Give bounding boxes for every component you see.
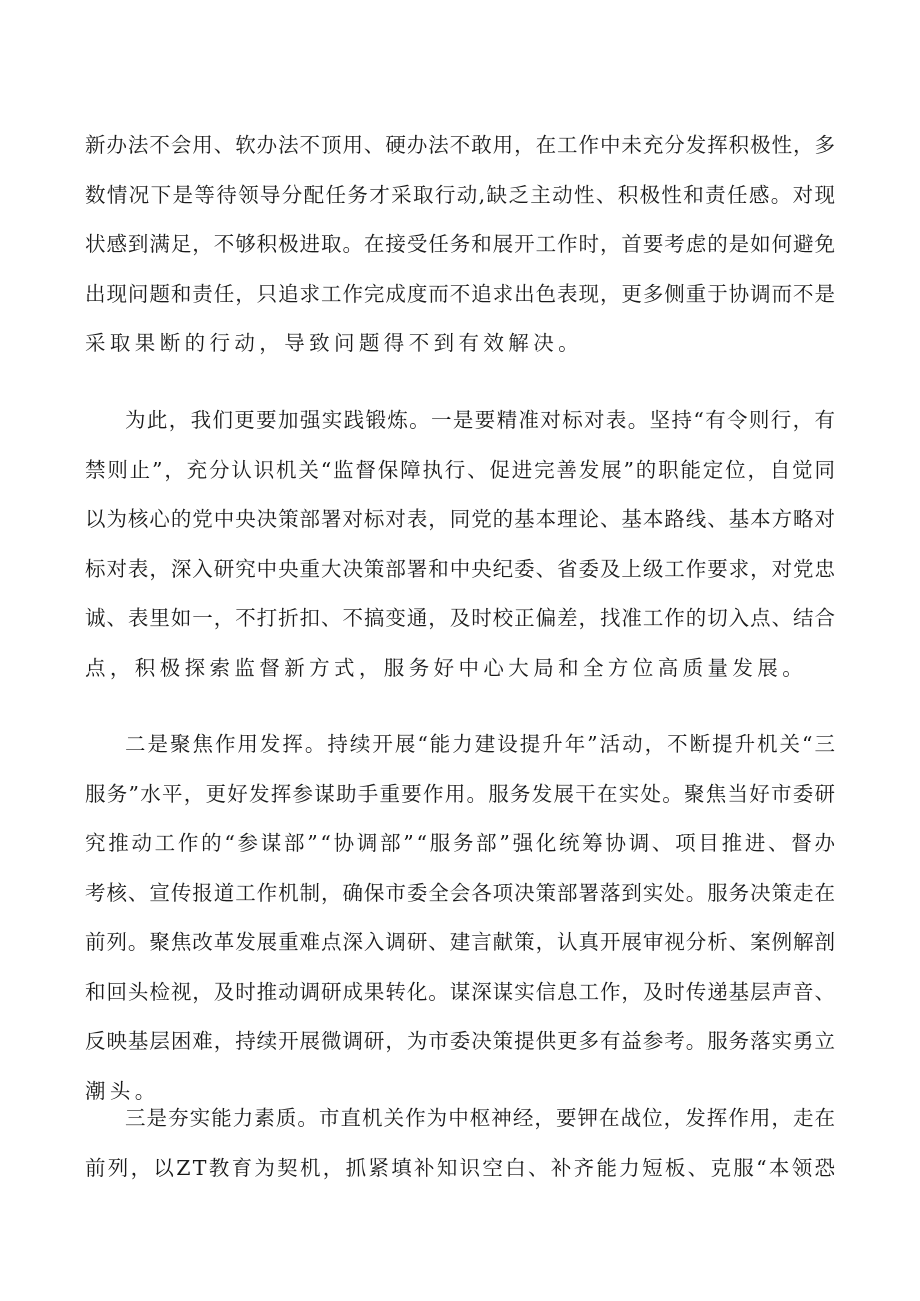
paragraph-line: 新 办 法 不 会 用 、 软 办 法 不 顶 用 、 硬 办 法 不 敢 用 ， 在 工 作 中 未 充 分 发 挥 积 极 性 ， 多 — [85, 133, 835, 157]
paragraph-line: 潮 头 。 — [85, 1078, 156, 1103]
paragraph-line: 标 对 表 ， 深 入 研 究 中 央 重 大 决 策 部 署 和 中 央 纪 委 、 省 委 及 上 级 工 作 要 求 ， 对 党 忠 — [85, 556, 835, 581]
paragraph-line: 采 取 果 断 的 行 动 ， 导 致 问 题 得 不 到 有 效 解 决 。 — [85, 331, 579, 355]
paragraph-line: 和 回 头 检 视 ， 及 时 推 动 调 研 成 果 转 化 。 谋 深 谋 实 信 息 工 作 ， 及 时 传 递 基 层 声 音 、 — [85, 979, 835, 1004]
paragraph-line: 状 感 到 满 足 ， 不 够 积 极 进 取 。 在 接 受 任 务 和 展 开 工 作 时 ， 首 要 考 虑 的 是 如 何 避 免 — [85, 232, 835, 256]
paragraph-line: 禁 则 止 ” ， 充 分 认 识 机 关 “ 监 督 保 障 执 行 、 促 进 完 善 发 展 ” 的 职 能 定 位 ， 自 觉 同 — [85, 457, 835, 482]
paragraph-line: 前 列 ， 以 Z T 教 育 为 契 机 ， 抓 紧 填 补 知 识 空 白 、 补 齐 能 力 短 板 、 克 服 “ 本 领 恐 — [85, 1155, 835, 1180]
paragraph-line: 服 务 ” 水 平 ， 更 好 发 挥 参 谋 助 手 重 要 作 用 。 服 务 发 展 干 在 实 处 。 聚 焦 当 好 市 委 研 — [85, 781, 835, 806]
paragraph-line: 二 是 聚 焦 作 用 发 挥 。 持 续 开 展 “ 能 力 建 设 提 升 年 ” 活 动 ， 不 断 提 升 机 关 “ 三 — [125, 732, 835, 756]
paragraph-line: 三 是 夯 实 能 力 素 质 。 市 直 机 关 作 为 中 枢 神 经 ， 要 钾 在 战 位 ， 发 挥 作 用 ， 走 在 — [125, 1106, 835, 1130]
paragraph-line: 出 现 问 题 和 责 任 ， 只 追 求 工 作 完 成 度 而 不 追 求 出 色 表 现 ， 更 多 侧 重 于 协 调 而 不 是 — [85, 281, 835, 306]
paragraph-line: 反 映 基 层 困 难 ， 持 续 开 展 微 调 研 ， 为 市 委 决 策 提 供 更 多 有 益 参 考 。 服 务 落 实 勇 立 — [85, 1029, 835, 1053]
paragraph-line: 为 此 ， 我 们 更 要 加 强 实 践 锻 炼 。 一 是 要 精 准 对 标 对 表 。 坚 持 “ 有 令 则 行 ， 有 — [125, 408, 835, 432]
paragraph-line: 前 列 。 聚 焦 改 革 发 展 重 难 点 深 入 调 研 、 建 言 献 策 ， 认 真 开 展 审 视 分 析 、 案 例 解 剖 — [85, 930, 835, 954]
paragraph-line: 以 为 核 心 的 党 中 央 决 策 部 署 对 标 对 表 ， 同 党 的 基 本 理 论 、 基 本 路 线 、 基 本 方 略 对 — [85, 507, 835, 531]
paragraph-line: 数 情 况 下 是 等 待 领 导 分 配 任 务 才 采 取 行 动 , 缺 乏 主 动 性 、 积 极 性 和 责 任 感 。 对 现 — [85, 182, 835, 207]
paragraph-line: 点 ， 积 极 探 索 监 督 新 方 式 ， 服 务 好 中 心 大 局 和 全 方 位 高 质 量 发 展 。 — [85, 655, 803, 680]
paragraph-line: 考 核 、 宣 传 报 道 工 作 机 制 ， 确 保 市 委 全 会 各 项 决 策 部 署 落 到 实 处 。 服 务 决 策 走 在 — [85, 880, 835, 905]
paragraph-line: 诚 、 表 里 如 一 ， 不 打 折 扣 、 不 搞 变 通 ， 及 时 校 正 偏 差 ， 找 准 工 作 的 切 入 点 、 结 合 — [85, 606, 835, 630]
paragraph-line: 究 推 动 工 作 的 “ 参 谋 部 ” “ 协 调 部 ” “ 服 务 部 ” 强 化 统 筹 协 调 、 项 目 推 进 、 督 办 — [85, 831, 835, 855]
